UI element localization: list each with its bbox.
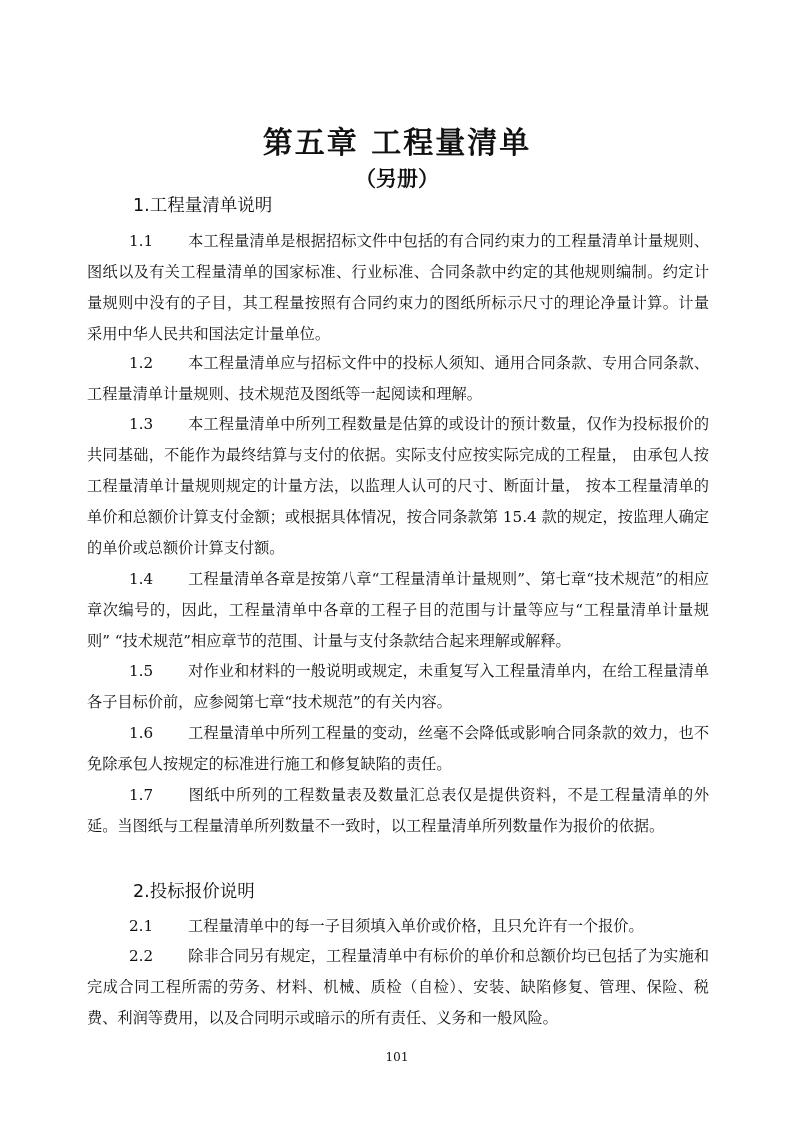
paragraph-2-2 [87, 941, 709, 1034]
paragraph-number: 1.5 [129, 662, 154, 680]
paragraph-text: 本工程量清单应与招标文件中的投标人须知、通用合同条款、专用合同条款、工程量清单计量规则、技术规范及图纸等一起阅读和理解。 [87, 354, 709, 403]
paragraph-text: 工程量清单中的每一子目须填入单价或价格，且只允许有一个报价。 [188, 917, 644, 935]
paragraph-1-7 [87, 780, 709, 842]
paragraph-text: 图纸中所列的工程数量表及数量汇总表仅是提供资料，不是工程量清单的外延。当图纸与工程量清单所列数量不一致时，以工程量清单所列数量作为报价的依据。 [87, 786, 709, 835]
chapter-title: 第五章 工程量清单 [262, 126, 532, 161]
paragraph-text: 工程量清单各章是按第八章“工程量清单计量规则”、第七章“技术规范”的相应章次编号的，因此，工程量清单中各章的工程子目的范围与计量等应与“工程量清单计量规则” “技术规范”相应章节的范围、计量与支付条款结合起来理解或解释。 [87, 570, 709, 650]
paragraph-2-1 [87, 911, 709, 942]
paragraph-text: 对作业和材料的一般说明或规定，未重复写入工程量清单内，在给工程量清单各子目标价前，应参阅第七章“技术规范”的有关内容。 [87, 662, 709, 711]
paragraph-number: 1.6 [129, 724, 154, 742]
paragraph-1-1 [87, 226, 709, 350]
section-heading-1: 1.工程量清单说明 [133, 196, 273, 216]
paragraph-text: 工程量清单中所列工程量的变动，丝毫不会降低或影响合同条款的效力，也不免除承包人按规定的标准进行施工和修复缺陷的责任。 [87, 724, 709, 773]
paragraph-number: 1.1 [129, 232, 154, 250]
paragraph-number: 1.3 [129, 415, 154, 433]
section-heading-2: 2.投标报价说明 [133, 882, 255, 902]
paragraph-text: 本工程量清单是根据招标文件中包括的有合同约束力的工程量清单计量规则、图纸以及有关工程量清单的国家标准、行业标准、合同条款中约定的其他规则编制。约定计量规则中没有的子目，其工程量按照有合同约束力的图纸所标示尺寸的理论净量计算。计量采用中华人民共和国法定计量单位。 [87, 232, 709, 343]
paragraph-number: 2.1 [129, 917, 154, 935]
paragraph-1-5 [87, 656, 709, 718]
paragraph-number: 1.2 [129, 354, 154, 372]
chapter-subtitle: （另册） [355, 167, 439, 191]
paragraph-number: 1.4 [129, 570, 154, 588]
paragraph-1-4 [87, 564, 709, 657]
paragraph-number: 1.7 [129, 786, 154, 804]
paragraph-text: 本工程量清单中所列工程数量是估算的或设计的预计数量，仅作为投标报价的共同基础，不能作为最终结算与支付的依据。实际支付应按实际完成的工程量， 由承包人按工程量清单计量规则规定的计量方法，以监理人认可的尺寸、断面计量， 按本工程量清单的单价和总额价计算支付金额；或根据具体情况，按合同条款第 15.4 款的规定，按监理人确定的单价或总额价计算支付额。 [87, 415, 709, 557]
paragraph-1-3 [87, 409, 709, 564]
paragraph-1-6 [87, 718, 709, 780]
page-number: 101 [385, 1050, 409, 1064]
paragraph-1-2 [87, 348, 709, 410]
paragraph-text: 除非合同另有规定，工程量清单中有标价的单价和总额价均已包括了为实施和完成合同工程所需的劳务、材料、机械、质检（自检）、安装、缺陷修复、管理、保险、税费、利润等费用，以及合同明示或暗示的所有责任、义务和一般风险。 [87, 947, 709, 1027]
paragraph-number: 2.2 [129, 947, 154, 965]
